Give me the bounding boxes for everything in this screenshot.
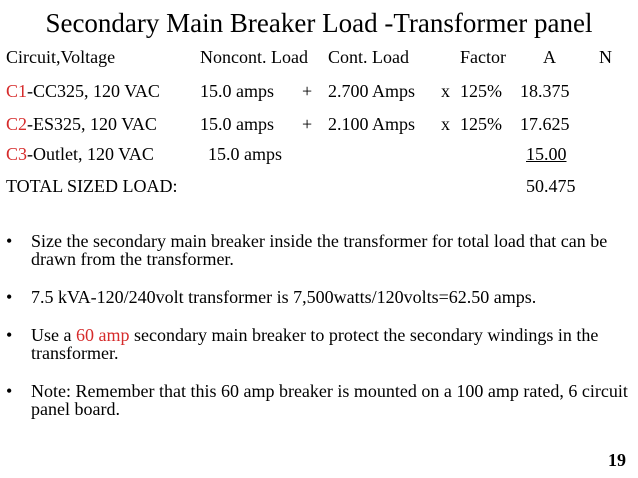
plus-operator: + bbox=[302, 81, 313, 101]
slide-title: Secondary Main Breaker Load -Transformer panel bbox=[45, 8, 593, 38]
header-circuit: Circuit,Voltage bbox=[6, 47, 116, 67]
circuit-desc: -ES325, 120 VAC bbox=[27, 114, 157, 134]
circuit-id: C3 bbox=[6, 144, 28, 164]
bullet-marker: • bbox=[6, 325, 13, 345]
times-operator: x bbox=[441, 114, 450, 134]
bullet-item bbox=[6, 382, 634, 418]
header-n: N bbox=[599, 47, 612, 67]
bullet-text-pre: Use a bbox=[31, 325, 76, 345]
total-value: 50.475 bbox=[526, 176, 576, 196]
amps-cell: 15.00 bbox=[526, 144, 567, 164]
bullet-text bbox=[31, 325, 598, 363]
highlight-60-amp: 60 amp bbox=[75, 325, 130, 345]
header-a: A bbox=[543, 47, 556, 67]
bullet-text: Note: Remember that this 60 amp breaker is mounted on a 100 amp rated, 6 circuit panel board. bbox=[31, 381, 628, 419]
circuit-desc: -CC325, 120 VAC bbox=[27, 81, 160, 101]
circuit-cell bbox=[6, 142, 154, 166]
circuit-desc: -Outlet, 120 VAC bbox=[27, 144, 154, 164]
circuit-id: C1 bbox=[6, 81, 28, 101]
amps-cell: 17.625 bbox=[520, 114, 570, 134]
header-cont-load: Cont. Load bbox=[328, 47, 409, 67]
noncont-cell: 15.0 amps bbox=[208, 144, 282, 164]
header-factor: Factor bbox=[460, 47, 506, 67]
bullet-item bbox=[6, 232, 634, 268]
bullet-marker: • bbox=[6, 231, 13, 251]
bullet-list bbox=[6, 232, 634, 438]
plus-operator: + bbox=[302, 114, 313, 134]
amps-cell: 18.375 bbox=[520, 81, 570, 101]
bullet-item bbox=[6, 288, 634, 306]
cont-cell: 2.700 Amps bbox=[328, 81, 416, 101]
bullet-item bbox=[6, 326, 634, 362]
bullet-text-post: secondary main breaker to protect the secondary windings in the transformer. bbox=[31, 325, 599, 363]
circuit-cell bbox=[6, 79, 160, 103]
factor-cell: 125% bbox=[460, 81, 502, 101]
page-number: 19 bbox=[608, 450, 626, 470]
bullet-marker: • bbox=[6, 287, 13, 307]
circuit-id: C2 bbox=[6, 114, 28, 134]
factor-cell: 125% bbox=[460, 114, 502, 134]
noncont-cell: 15.0 amps bbox=[200, 114, 274, 134]
bullet-text: Size the secondary main breaker inside the transformer for total load that can be drawn from the transformer. bbox=[31, 231, 608, 269]
circuit-cell bbox=[6, 112, 157, 136]
total-label: TOTAL SIZED LOAD: bbox=[6, 176, 178, 196]
bullet-text: 7.5 kVA-120/240volt transformer is 7,500watts/120volts=62.50 amps. bbox=[31, 287, 537, 307]
cont-cell: 2.100 Amps bbox=[328, 114, 416, 134]
times-operator: x bbox=[441, 81, 450, 101]
bullet-marker: • bbox=[6, 381, 13, 401]
header-noncont-load: Noncont. Load bbox=[200, 47, 308, 67]
noncont-cell: 15.0 amps bbox=[200, 81, 274, 101]
